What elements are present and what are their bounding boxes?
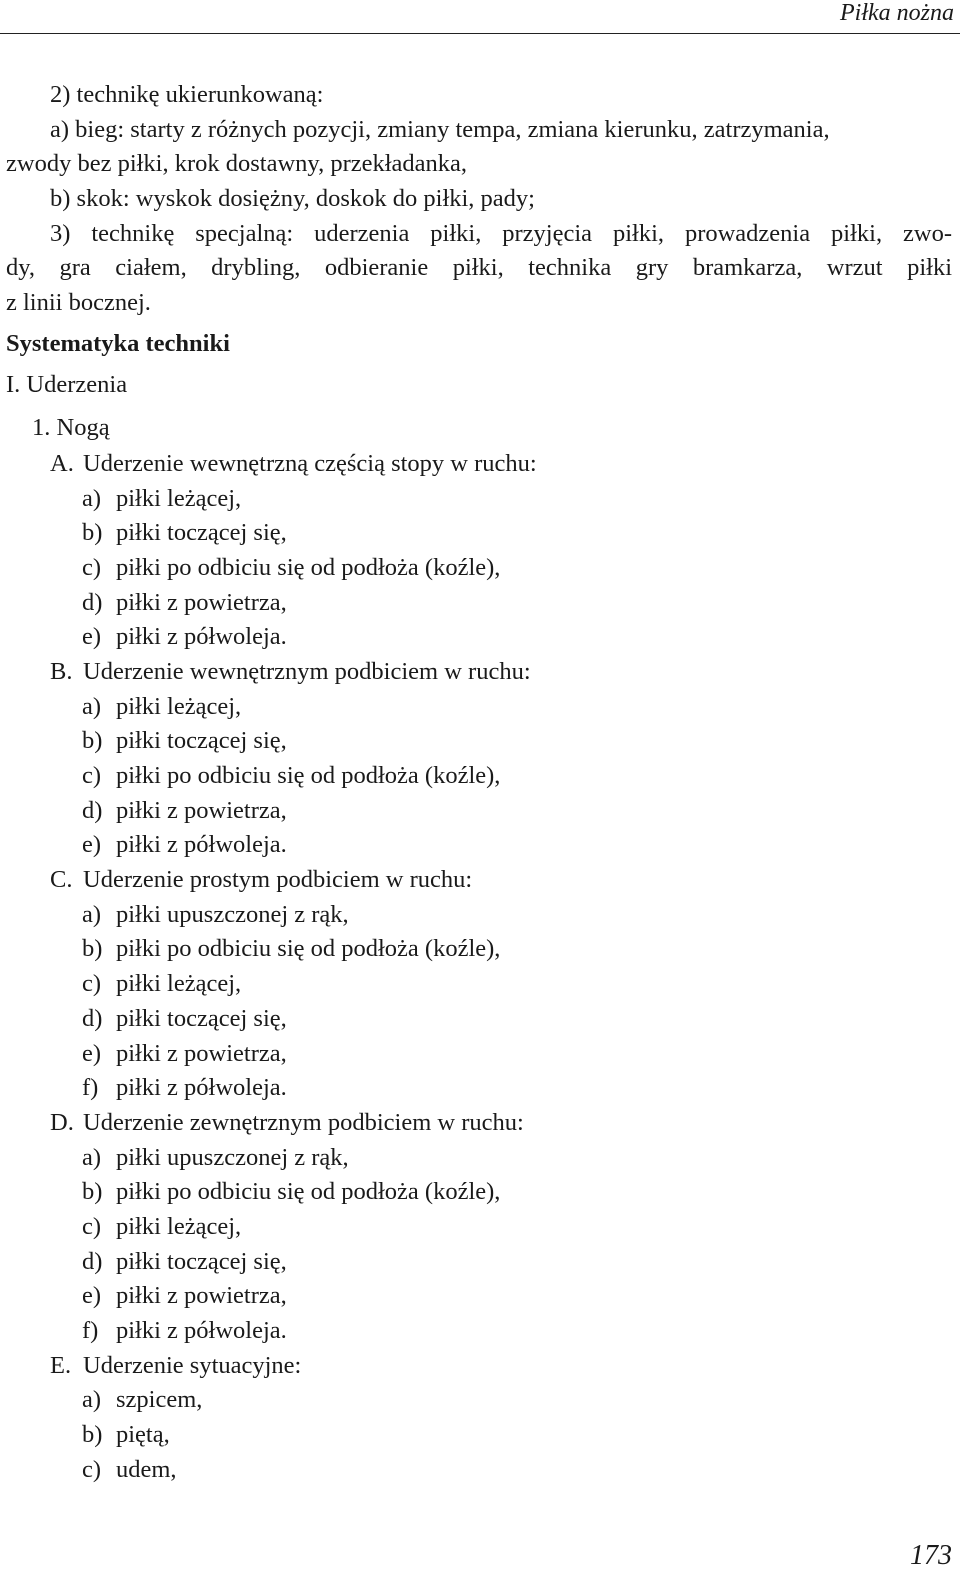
list-item — [6, 586, 952, 621]
item-text: piłki leżącej, — [116, 484, 242, 512]
group-title — [6, 1106, 952, 1141]
item-text: piłki z powietrza, — [116, 1282, 287, 1310]
group-marker: A. — [50, 449, 74, 477]
list-item — [6, 1002, 952, 1037]
list-item — [6, 1279, 952, 1314]
item-marker: c) — [82, 553, 102, 581]
item-text: piłki leżącej, — [116, 1212, 242, 1240]
group-title — [6, 863, 952, 898]
group-marker: B. — [50, 657, 73, 685]
page-body — [6, 78, 952, 1487]
item-text: piłki toczącej się, — [116, 519, 287, 547]
intro-line: 2) technikę ukierunkowaną: — [50, 81, 324, 108]
item-text: piłki z półwoleja. — [116, 831, 287, 859]
item-marker: b) — [82, 727, 103, 755]
item-marker: d) — [82, 588, 103, 616]
running-title: Piłka nożna — [840, 0, 954, 26]
item-text: piłki z powietrza, — [116, 796, 287, 824]
item-text: piłki z półwoleja. — [116, 1317, 287, 1344]
item-text: piłki po odbiciu się od podłoża (koźle), — [116, 553, 501, 581]
item-marker: a) — [82, 900, 102, 928]
list-item — [6, 1141, 952, 1176]
item-text: piłki po odbiciu się od podłoża (koźle), — [116, 1178, 501, 1206]
list-item — [6, 551, 952, 586]
list-item — [6, 898, 952, 933]
item-text: piłki po odbiciu się od podłoża (koźle), — [116, 935, 501, 963]
item-marker: c) — [82, 1455, 102, 1483]
group-title — [6, 447, 952, 482]
group-title — [6, 655, 952, 690]
item-marker: f) — [82, 1074, 99, 1102]
intro-line: a) bieg: starty z różnych pozycji, zmiany tempa, zmiana kierunku, zatrzymania, — [50, 115, 830, 143]
item-marker: a) — [82, 1386, 102, 1414]
item-marker: e) — [82, 1282, 102, 1310]
group-marker: C. — [50, 866, 73, 894]
list-item — [6, 967, 952, 1002]
item-marker: d) — [82, 1004, 103, 1032]
list-item — [6, 932, 952, 967]
item-marker: d) — [82, 796, 103, 824]
item-marker: b) — [82, 1178, 103, 1206]
item-text: piłki leżącej, — [116, 970, 242, 998]
list-item — [6, 759, 952, 794]
list-item — [6, 1210, 952, 1245]
item-text: piłki upuszczonej z rąk, — [116, 900, 349, 928]
list-item — [6, 1418, 952, 1453]
item-marker: c) — [82, 762, 102, 789]
item-text: piłki toczącej się, — [116, 727, 287, 755]
item-marker: b) — [82, 519, 103, 547]
section-heading: Systematyka techniki — [6, 329, 230, 357]
technique-list — [6, 447, 952, 1488]
item-marker: b) — [82, 1421, 103, 1449]
group-title-text: Uderzenie wewnętrznym podbiciem w ruchu: — [83, 657, 531, 685]
list-item — [6, 482, 952, 517]
item-marker: a) — [82, 692, 102, 720]
intro-line: 3) technikę specjalną: uderzenia piłki, przyjęcia piłki, prowadzenia piłki, zwo- — [50, 219, 952, 247]
list-item — [6, 1071, 952, 1106]
list-item — [6, 516, 952, 551]
page-number: 173 — [910, 1540, 952, 1571]
item-text: piłki po odbiciu się od podłoża (koźle), — [116, 762, 501, 789]
list-item — [6, 690, 952, 725]
item-text: piłki upuszczonej z rąk, — [116, 1143, 349, 1171]
item-text: piętą, — [116, 1421, 170, 1449]
list-item — [6, 1245, 952, 1280]
intro-line: zwody bez piłki, krok dostawny, przekładanka, — [6, 150, 468, 178]
page-header — [0, 0, 960, 34]
item-marker: e) — [82, 1039, 102, 1067]
intro-line: b) skok: wyskok dosiężny, doskok do piłki, pady; — [50, 185, 535, 213]
item-marker: b) — [82, 935, 103, 963]
intro-line: z linii bocznej. — [6, 289, 151, 317]
roman-heading: I. Uderzenia — [6, 370, 128, 398]
item-text: piłki z powietrza, — [116, 1039, 287, 1067]
item-text: piłki z półwoleja. — [116, 1074, 287, 1102]
group-title-text: Uderzenie zewnętrznym podbiciem w ruchu: — [83, 1108, 524, 1136]
item-text: piłki z powietrza, — [116, 588, 287, 616]
item-marker: a) — [82, 1143, 102, 1171]
item-text: piłki toczącej się, — [116, 1247, 287, 1275]
item-marker: a) — [82, 484, 102, 512]
list-item — [6, 794, 952, 829]
group-title-text: Uderzenie sytuacyjne: — [83, 1351, 302, 1379]
item-text: piłki leżącej, — [116, 692, 242, 720]
item-marker: d) — [82, 1247, 103, 1275]
list-item — [6, 1037, 952, 1072]
list-item — [6, 1175, 952, 1210]
group-title — [6, 1349, 952, 1384]
group-title-text: Uderzenie wewnętrzną częścią stopy w ruchu: — [83, 449, 537, 477]
group-marker: E. — [50, 1351, 72, 1379]
subsection-heading: 1. Nogą — [32, 413, 110, 441]
list-item — [6, 1314, 952, 1349]
list-item — [6, 724, 952, 759]
item-text: szpicem, — [116, 1386, 203, 1414]
group-marker: D. — [50, 1108, 74, 1136]
item-marker: c) — [82, 970, 102, 998]
list-item — [6, 620, 952, 655]
item-marker: e) — [82, 831, 102, 859]
item-marker: f) — [82, 1317, 99, 1344]
list-item — [6, 828, 952, 863]
intro-line: dy, gra ciałem, drybling, odbieranie piłki, technika gry bramkarza, wrzut piłki — [6, 254, 952, 282]
item-marker: e) — [82, 623, 102, 651]
group-title-text: Uderzenie prostym podbiciem w ruchu: — [83, 866, 473, 894]
item-text: piłki toczącej się, — [116, 1004, 287, 1032]
item-text: piłki z półwoleja. — [116, 623, 287, 651]
list-item — [6, 1383, 952, 1418]
item-text: udem, — [116, 1455, 177, 1483]
item-marker: c) — [82, 1212, 102, 1240]
list-item — [6, 1453, 952, 1488]
